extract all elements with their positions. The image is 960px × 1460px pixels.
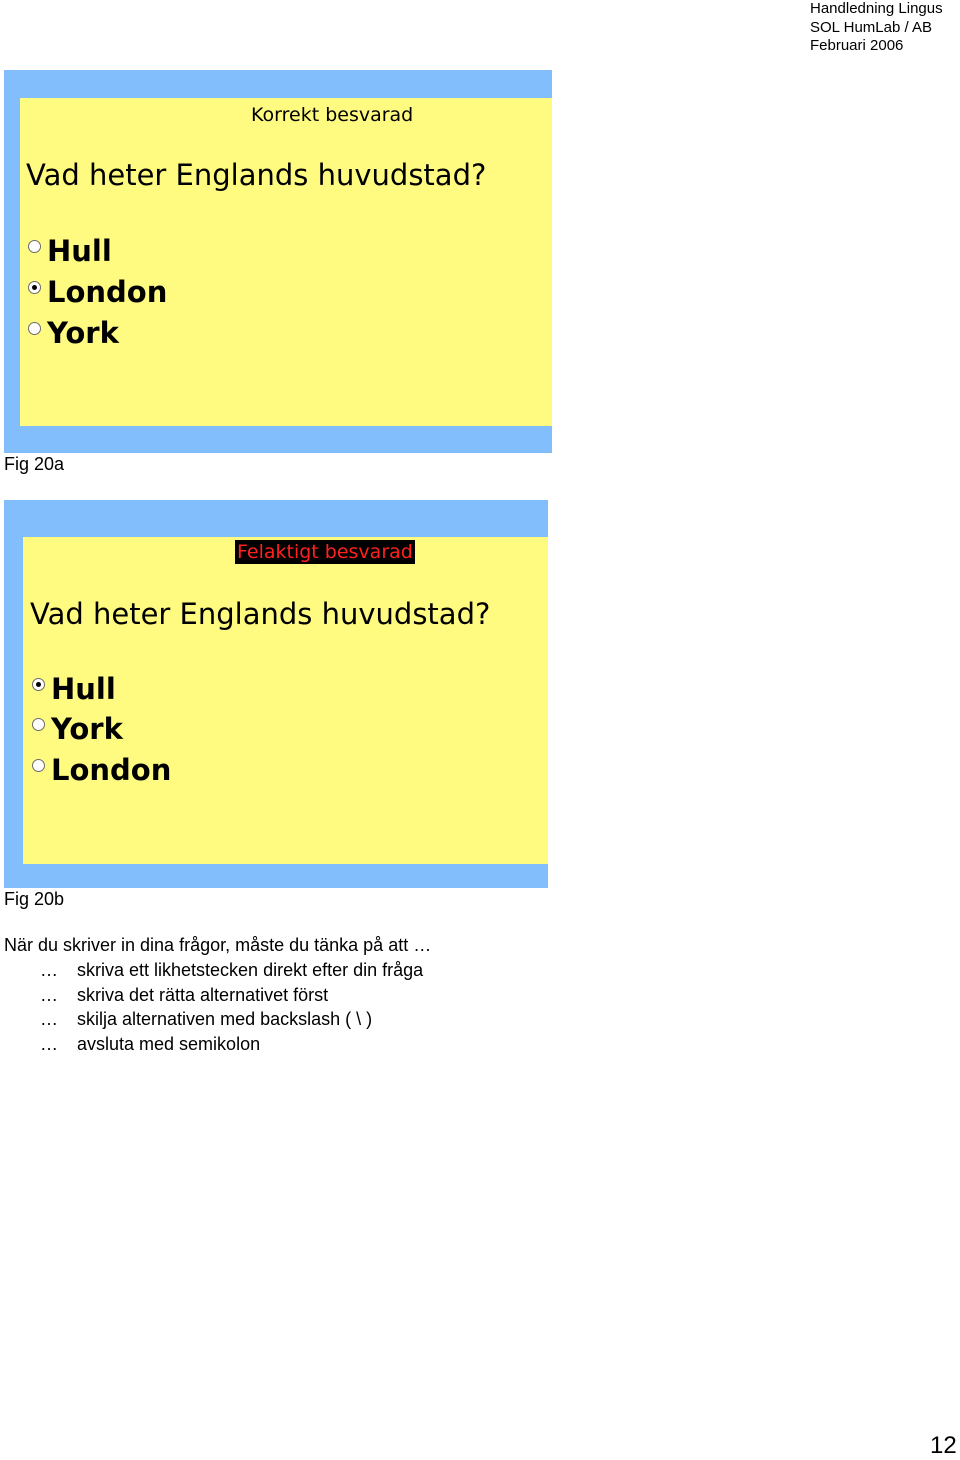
instructions <box>4 933 431 1057</box>
radio-button[interactable] <box>32 759 45 772</box>
option-york[interactable] <box>32 712 123 746</box>
option-hull[interactable] <box>28 234 112 268</box>
figure-20b <box>4 500 548 888</box>
quiz-panel <box>20 98 552 426</box>
radio-button-selected[interactable] <box>32 678 45 691</box>
ellipsis-marker: … <box>40 1034 58 1055</box>
list-item <box>4 1007 431 1032</box>
radio-button-selected[interactable] <box>28 281 41 294</box>
option-york[interactable] <box>28 316 119 350</box>
option-label: London <box>51 753 172 787</box>
radio-button[interactable] <box>32 718 45 731</box>
instructions-intro: När du skriver in dina frågor, måste du tänka på att … <box>4 935 432 955</box>
radio-button[interactable] <box>28 322 41 335</box>
question-text: Vad heter Englands huvudstad? <box>30 597 491 631</box>
status-label-correct: Korrekt besvarad <box>251 104 414 126</box>
status-label-incorrect: Felaktigt besvarad <box>237 541 413 563</box>
header-org: SOL HumLab / AB <box>810 18 933 36</box>
ellipsis-marker: … <box>40 984 58 1005</box>
radio-button[interactable] <box>28 240 41 253</box>
list-item <box>4 958 431 983</box>
document-header <box>810 0 960 56</box>
option-label: York <box>51 712 123 746</box>
page-number: 12 <box>930 1432 957 1459</box>
option-label: Hull <box>51 672 116 706</box>
option-label: York <box>47 316 119 350</box>
figure-20a <box>4 70 552 453</box>
option-hull[interactable] <box>32 672 116 706</box>
option-label: London <box>47 275 168 309</box>
option-label: Hull <box>47 234 112 268</box>
ellipsis-marker: … <box>40 1009 58 1030</box>
header-title: Handledning Lingus <box>810 0 943 17</box>
option-london[interactable] <box>32 753 171 787</box>
ellipsis-marker: … <box>40 959 58 980</box>
caption-fig-20b: Fig 20b <box>4 889 65 909</box>
question-text: Vad heter Englands huvudstad? <box>26 158 487 192</box>
list-item-text: avsluta med semikolon <box>77 1034 261 1055</box>
quiz-panel <box>23 537 548 864</box>
list-item-text: skriva ett likhetstecken direkt efter din fråga <box>77 959 424 980</box>
list-item <box>4 983 431 1008</box>
list-item-text: skilja alternativen med backslash ( \ ) <box>77 1009 373 1030</box>
list-item <box>4 1032 431 1057</box>
option-london[interactable] <box>28 275 167 309</box>
header-date: Februari 2006 <box>810 37 904 54</box>
list-item-text: skriva det rätta alternativet först <box>77 984 329 1005</box>
caption-fig-20a: Fig 20a <box>4 454 65 474</box>
